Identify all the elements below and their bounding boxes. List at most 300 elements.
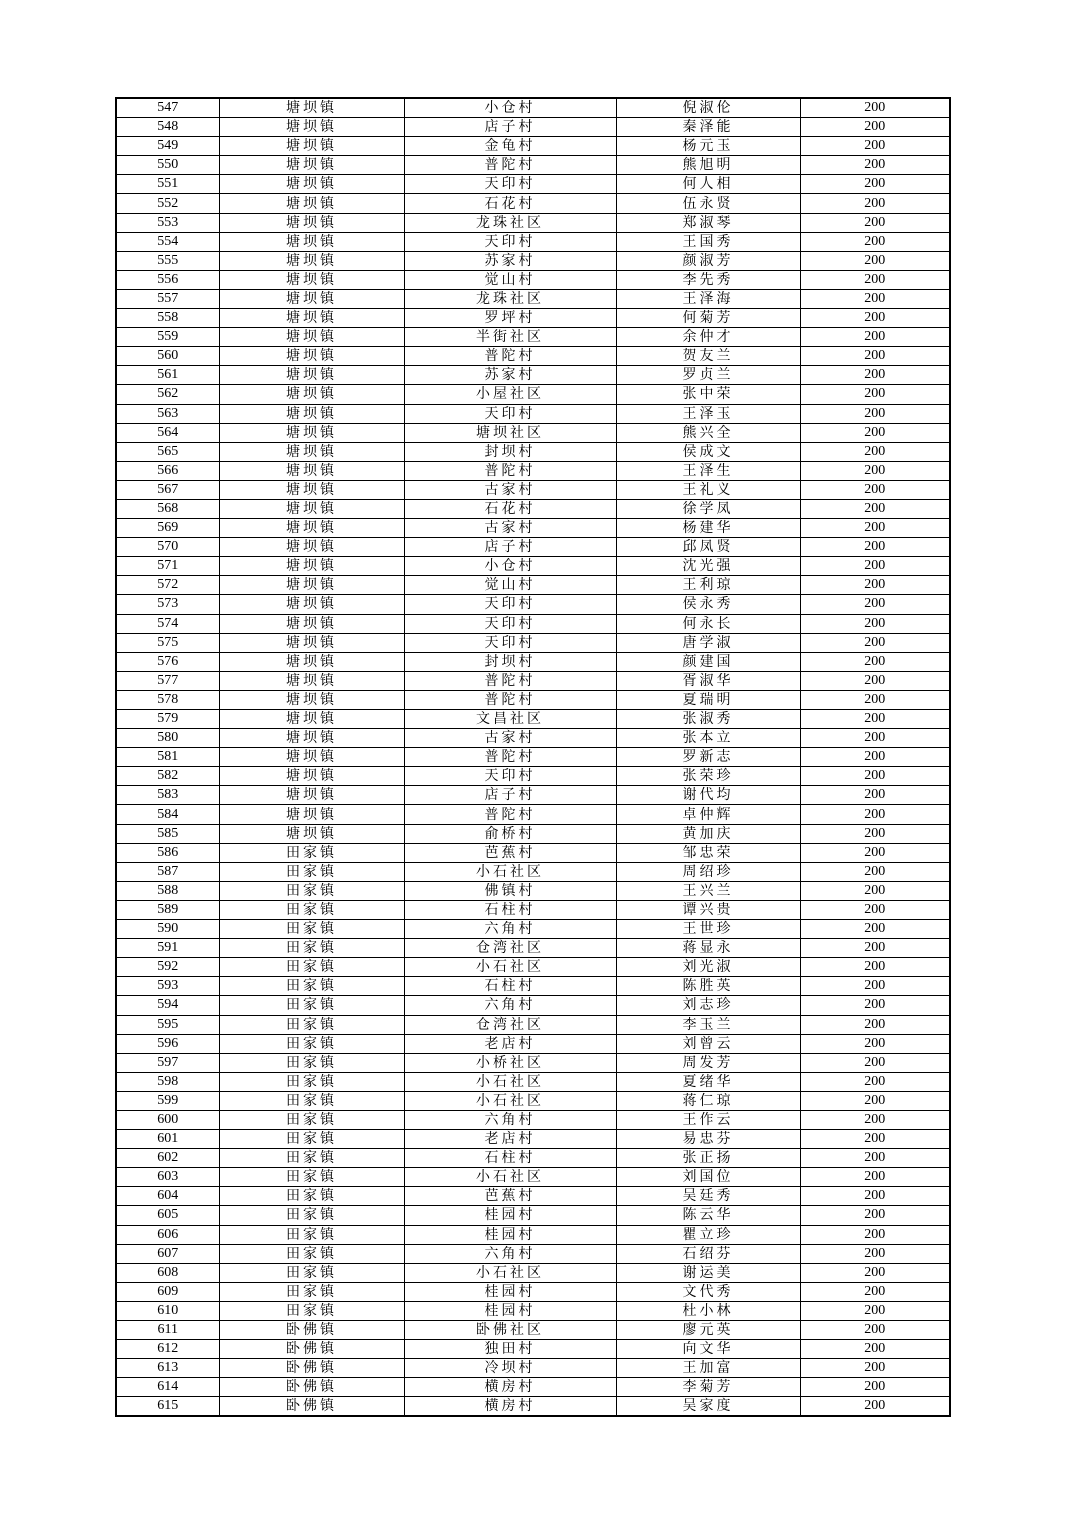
row-number-cell: 577 xyxy=(116,671,219,690)
town-cell: 田家镇 xyxy=(219,1168,404,1187)
village-cell: 石柱村 xyxy=(404,977,616,996)
row-number-cell: 591 xyxy=(116,939,219,958)
village-cell: 天印村 xyxy=(404,767,616,786)
village-cell: 龙珠社区 xyxy=(404,289,616,308)
table-row xyxy=(116,1301,950,1320)
village-cell: 觉山村 xyxy=(404,270,616,289)
village-cell: 龙珠社区 xyxy=(404,213,616,232)
table-row xyxy=(116,1091,950,1110)
table-row xyxy=(116,1110,950,1129)
amount-cell: 200 xyxy=(800,1053,950,1072)
town-cell: 田家镇 xyxy=(219,1244,404,1263)
name-cell: 颜建国 xyxy=(616,652,800,671)
village-cell: 普陀村 xyxy=(404,347,616,366)
row-number-cell: 554 xyxy=(116,232,219,251)
row-number-cell: 598 xyxy=(116,1072,219,1091)
name-cell: 王国秀 xyxy=(616,232,800,251)
town-cell: 田家镇 xyxy=(219,1187,404,1206)
name-cell: 秦泽能 xyxy=(616,118,800,137)
row-number-cell: 566 xyxy=(116,461,219,480)
table-row xyxy=(116,175,950,194)
village-cell: 封坝村 xyxy=(404,442,616,461)
row-number-cell: 601 xyxy=(116,1130,219,1149)
table-row xyxy=(116,289,950,308)
village-cell: 芭蕉村 xyxy=(404,843,616,862)
town-cell: 塘坝镇 xyxy=(219,309,404,328)
row-number-cell: 558 xyxy=(116,309,219,328)
row-number-cell: 547 xyxy=(116,98,219,118)
name-cell: 沈光强 xyxy=(616,557,800,576)
amount-cell: 200 xyxy=(800,805,950,824)
row-number-cell: 555 xyxy=(116,251,219,270)
row-number-cell: 552 xyxy=(116,194,219,213)
table-row xyxy=(116,1072,950,1091)
name-cell: 王作云 xyxy=(616,1110,800,1129)
row-number-cell: 606 xyxy=(116,1225,219,1244)
row-number-cell: 588 xyxy=(116,881,219,900)
amount-cell: 200 xyxy=(800,1034,950,1053)
table-row xyxy=(116,1263,950,1282)
name-cell: 夏瑞明 xyxy=(616,690,800,709)
table-row xyxy=(116,251,950,270)
village-cell: 石柱村 xyxy=(404,1149,616,1168)
table-row xyxy=(116,1206,950,1225)
amount-cell: 200 xyxy=(800,1378,950,1397)
amount-cell: 200 xyxy=(800,538,950,557)
row-number-cell: 559 xyxy=(116,328,219,347)
table-row xyxy=(116,920,950,939)
table-row xyxy=(116,1168,950,1187)
row-number-cell: 595 xyxy=(116,1015,219,1034)
table-row xyxy=(116,309,950,328)
row-number-cell: 603 xyxy=(116,1168,219,1187)
amount-cell: 200 xyxy=(800,347,950,366)
row-number-cell: 610 xyxy=(116,1301,219,1320)
name-cell: 王世珍 xyxy=(616,920,800,939)
village-cell: 天印村 xyxy=(404,232,616,251)
name-cell: 卓仲辉 xyxy=(616,805,800,824)
amount-cell: 200 xyxy=(800,137,950,156)
amount-cell: 200 xyxy=(800,1301,950,1320)
town-cell: 田家镇 xyxy=(219,920,404,939)
row-number-cell: 563 xyxy=(116,404,219,423)
table-row xyxy=(116,996,950,1015)
town-cell: 田家镇 xyxy=(219,843,404,862)
village-cell: 石花村 xyxy=(404,499,616,518)
name-cell: 王利琼 xyxy=(616,576,800,595)
town-cell: 塘坝镇 xyxy=(219,423,404,442)
town-cell: 卧佛镇 xyxy=(219,1359,404,1378)
beneficiary-table xyxy=(115,97,951,1417)
table-row xyxy=(116,1359,950,1378)
amount-cell: 200 xyxy=(800,118,950,137)
row-number-cell: 614 xyxy=(116,1378,219,1397)
village-cell: 小石社区 xyxy=(404,1168,616,1187)
amount-cell: 200 xyxy=(800,309,950,328)
town-cell: 塘坝镇 xyxy=(219,366,404,385)
town-cell: 塘坝镇 xyxy=(219,442,404,461)
village-cell: 俞桥村 xyxy=(404,824,616,843)
name-cell: 谭兴贵 xyxy=(616,900,800,919)
amount-cell: 200 xyxy=(800,1015,950,1034)
village-cell: 天印村 xyxy=(404,595,616,614)
amount-cell: 200 xyxy=(800,98,950,118)
town-cell: 塘坝镇 xyxy=(219,767,404,786)
row-number-cell: 585 xyxy=(116,824,219,843)
name-cell: 谢代均 xyxy=(616,786,800,805)
amount-cell: 200 xyxy=(800,213,950,232)
name-cell: 王泽生 xyxy=(616,461,800,480)
village-cell: 古家村 xyxy=(404,519,616,538)
name-cell: 伍永贤 xyxy=(616,194,800,213)
village-cell: 普陀村 xyxy=(404,671,616,690)
name-cell: 蒋仁琼 xyxy=(616,1091,800,1110)
town-cell: 田家镇 xyxy=(219,900,404,919)
table-row xyxy=(116,881,950,900)
town-cell: 塘坝镇 xyxy=(219,270,404,289)
village-cell: 小石社区 xyxy=(404,1072,616,1091)
town-cell: 塘坝镇 xyxy=(219,499,404,518)
town-cell: 塘坝镇 xyxy=(219,175,404,194)
name-cell: 张淑秀 xyxy=(616,710,800,729)
village-cell: 苏家村 xyxy=(404,251,616,270)
village-cell: 冷坝村 xyxy=(404,1359,616,1378)
village-cell: 店子村 xyxy=(404,118,616,137)
table-row xyxy=(116,786,950,805)
row-number-cell: 553 xyxy=(116,213,219,232)
village-cell: 普陀村 xyxy=(404,748,616,767)
row-number-cell: 557 xyxy=(116,289,219,308)
town-cell: 塘坝镇 xyxy=(219,251,404,270)
table-row xyxy=(116,595,950,614)
table-body xyxy=(116,98,950,1416)
town-cell: 塘坝镇 xyxy=(219,118,404,137)
town-cell: 卧佛镇 xyxy=(219,1321,404,1340)
town-cell: 塘坝镇 xyxy=(219,786,404,805)
amount-cell: 200 xyxy=(800,461,950,480)
row-number-cell: 596 xyxy=(116,1034,219,1053)
table-row xyxy=(116,1149,950,1168)
amount-cell: 200 xyxy=(800,1206,950,1225)
row-number-cell: 567 xyxy=(116,480,219,499)
table-row xyxy=(116,939,950,958)
town-cell: 塘坝镇 xyxy=(219,557,404,576)
name-cell: 李菊芳 xyxy=(616,1378,800,1397)
table-row xyxy=(116,1130,950,1149)
row-number-cell: 565 xyxy=(116,442,219,461)
village-cell: 天印村 xyxy=(404,404,616,423)
amount-cell: 200 xyxy=(800,175,950,194)
table-row xyxy=(116,748,950,767)
amount-cell: 200 xyxy=(800,843,950,862)
village-cell: 六角村 xyxy=(404,1110,616,1129)
town-cell: 塘坝镇 xyxy=(219,652,404,671)
table-row xyxy=(116,805,950,824)
amount-cell: 200 xyxy=(800,270,950,289)
row-number-cell: 592 xyxy=(116,958,219,977)
village-cell: 六角村 xyxy=(404,996,616,1015)
amount-cell: 200 xyxy=(800,881,950,900)
town-cell: 塘坝镇 xyxy=(219,289,404,308)
town-cell: 田家镇 xyxy=(219,996,404,1015)
town-cell: 田家镇 xyxy=(219,977,404,996)
village-cell: 老店村 xyxy=(404,1034,616,1053)
town-cell: 田家镇 xyxy=(219,1149,404,1168)
village-cell: 佛镇村 xyxy=(404,881,616,900)
name-cell: 何人相 xyxy=(616,175,800,194)
amount-cell: 200 xyxy=(800,977,950,996)
town-cell: 田家镇 xyxy=(219,1206,404,1225)
row-number-cell: 581 xyxy=(116,748,219,767)
name-cell: 侯成文 xyxy=(616,442,800,461)
name-cell: 易忠芬 xyxy=(616,1130,800,1149)
row-number-cell: 589 xyxy=(116,900,219,919)
town-cell: 塘坝镇 xyxy=(219,461,404,480)
amount-cell: 200 xyxy=(800,442,950,461)
table-row xyxy=(116,118,950,137)
amount-cell: 200 xyxy=(800,328,950,347)
row-number-cell: 586 xyxy=(116,843,219,862)
table-row xyxy=(116,328,950,347)
table-row xyxy=(116,977,950,996)
town-cell: 田家镇 xyxy=(219,1072,404,1091)
town-cell: 塘坝镇 xyxy=(219,710,404,729)
town-cell: 田家镇 xyxy=(219,1091,404,1110)
amount-cell: 200 xyxy=(800,366,950,385)
table-row xyxy=(116,156,950,175)
amount-cell: 200 xyxy=(800,633,950,652)
row-number-cell: 613 xyxy=(116,1359,219,1378)
village-cell: 桂园村 xyxy=(404,1225,616,1244)
town-cell: 田家镇 xyxy=(219,862,404,881)
table-row xyxy=(116,576,950,595)
row-number-cell: 556 xyxy=(116,270,219,289)
village-cell: 普陀村 xyxy=(404,690,616,709)
amount-cell: 200 xyxy=(800,996,950,1015)
row-number-cell: 583 xyxy=(116,786,219,805)
name-cell: 王礼义 xyxy=(616,480,800,499)
village-cell: 文昌社区 xyxy=(404,710,616,729)
row-number-cell: 571 xyxy=(116,557,219,576)
name-cell: 刘国位 xyxy=(616,1168,800,1187)
table-row xyxy=(116,404,950,423)
town-cell: 田家镇 xyxy=(219,1225,404,1244)
name-cell: 蒋显永 xyxy=(616,939,800,958)
amount-cell: 200 xyxy=(800,1187,950,1206)
row-number-cell: 570 xyxy=(116,538,219,557)
amount-cell: 200 xyxy=(800,404,950,423)
town-cell: 塘坝镇 xyxy=(219,385,404,404)
row-number-cell: 607 xyxy=(116,1244,219,1263)
village-cell: 店子村 xyxy=(404,538,616,557)
row-number-cell: 615 xyxy=(116,1397,219,1417)
row-number-cell: 580 xyxy=(116,729,219,748)
name-cell: 张本立 xyxy=(616,729,800,748)
amount-cell: 200 xyxy=(800,1149,950,1168)
amount-cell: 200 xyxy=(800,652,950,671)
name-cell: 向文华 xyxy=(616,1340,800,1359)
town-cell: 卧佛镇 xyxy=(219,1397,404,1417)
name-cell: 张正扬 xyxy=(616,1149,800,1168)
village-cell: 罗坪村 xyxy=(404,309,616,328)
table-row xyxy=(116,633,950,652)
name-cell: 余仲才 xyxy=(616,328,800,347)
name-cell: 黄加庆 xyxy=(616,824,800,843)
amount-cell: 200 xyxy=(800,767,950,786)
village-cell: 苏家村 xyxy=(404,366,616,385)
amount-cell: 200 xyxy=(800,710,950,729)
table-row xyxy=(116,614,950,633)
name-cell: 李先秀 xyxy=(616,270,800,289)
amount-cell: 200 xyxy=(800,1168,950,1187)
amount-cell: 200 xyxy=(800,156,950,175)
town-cell: 塘坝镇 xyxy=(219,633,404,652)
amount-cell: 200 xyxy=(800,1130,950,1149)
name-cell: 徐学凤 xyxy=(616,499,800,518)
table-row xyxy=(116,385,950,404)
amount-cell: 200 xyxy=(800,423,950,442)
table-row xyxy=(116,480,950,499)
town-cell: 塘坝镇 xyxy=(219,328,404,347)
village-cell: 小桥社区 xyxy=(404,1053,616,1072)
table-row xyxy=(116,958,950,977)
name-cell: 颜淑芳 xyxy=(616,251,800,270)
amount-cell: 200 xyxy=(800,614,950,633)
table-row xyxy=(116,423,950,442)
town-cell: 田家镇 xyxy=(219,1301,404,1320)
village-cell: 小石社区 xyxy=(404,862,616,881)
town-cell: 田家镇 xyxy=(219,958,404,977)
row-number-cell: 582 xyxy=(116,767,219,786)
row-number-cell: 590 xyxy=(116,920,219,939)
village-cell: 六角村 xyxy=(404,920,616,939)
amount-cell: 200 xyxy=(800,385,950,404)
table-row xyxy=(116,1187,950,1206)
table-row xyxy=(116,652,950,671)
name-cell: 李玉兰 xyxy=(616,1015,800,1034)
table-row xyxy=(116,900,950,919)
table-row xyxy=(116,98,950,118)
table-row xyxy=(116,1015,950,1034)
town-cell: 田家镇 xyxy=(219,1053,404,1072)
name-cell: 何永长 xyxy=(616,614,800,633)
table-row xyxy=(116,729,950,748)
town-cell: 田家镇 xyxy=(219,1015,404,1034)
table-row xyxy=(116,862,950,881)
amount-cell: 200 xyxy=(800,900,950,919)
row-number-cell: 575 xyxy=(116,633,219,652)
row-number-cell: 549 xyxy=(116,137,219,156)
name-cell: 夏绪华 xyxy=(616,1072,800,1091)
name-cell: 陈云华 xyxy=(616,1206,800,1225)
village-cell: 古家村 xyxy=(404,480,616,499)
name-cell: 刘志珍 xyxy=(616,996,800,1015)
town-cell: 塘坝镇 xyxy=(219,137,404,156)
town-cell: 塘坝镇 xyxy=(219,748,404,767)
name-cell: 罗贞兰 xyxy=(616,366,800,385)
village-cell: 桂园村 xyxy=(404,1206,616,1225)
row-number-cell: 560 xyxy=(116,347,219,366)
amount-cell: 200 xyxy=(800,1091,950,1110)
row-number-cell: 611 xyxy=(116,1321,219,1340)
amount-cell: 200 xyxy=(800,1359,950,1378)
name-cell: 何菊芳 xyxy=(616,309,800,328)
table-row xyxy=(116,137,950,156)
amount-cell: 200 xyxy=(800,557,950,576)
amount-cell: 200 xyxy=(800,729,950,748)
row-number-cell: 573 xyxy=(116,595,219,614)
town-cell: 塘坝镇 xyxy=(219,156,404,175)
table-row xyxy=(116,671,950,690)
table-row xyxy=(116,843,950,862)
town-cell: 田家镇 xyxy=(219,1263,404,1282)
table-row xyxy=(116,213,950,232)
name-cell: 熊兴全 xyxy=(616,423,800,442)
village-cell: 小石社区 xyxy=(404,958,616,977)
name-cell: 王泽玉 xyxy=(616,404,800,423)
town-cell: 塘坝镇 xyxy=(219,595,404,614)
village-cell: 普陀村 xyxy=(404,461,616,480)
row-number-cell: 568 xyxy=(116,499,219,518)
table-row xyxy=(116,461,950,480)
name-cell: 陈胜英 xyxy=(616,977,800,996)
town-cell: 塘坝镇 xyxy=(219,576,404,595)
village-cell: 横房村 xyxy=(404,1397,616,1417)
table-row xyxy=(116,1378,950,1397)
name-cell: 杨元玉 xyxy=(616,137,800,156)
name-cell: 周绍珍 xyxy=(616,862,800,881)
name-cell: 张中荣 xyxy=(616,385,800,404)
name-cell: 邱凤贤 xyxy=(616,538,800,557)
row-number-cell: 612 xyxy=(116,1340,219,1359)
amount-cell: 200 xyxy=(800,1397,950,1417)
name-cell: 郑淑琴 xyxy=(616,213,800,232)
amount-cell: 200 xyxy=(800,824,950,843)
amount-cell: 200 xyxy=(800,939,950,958)
town-cell: 塘坝镇 xyxy=(219,404,404,423)
amount-cell: 200 xyxy=(800,595,950,614)
amount-cell: 200 xyxy=(800,1282,950,1301)
table-row xyxy=(116,710,950,729)
table-row xyxy=(116,499,950,518)
table-row xyxy=(116,270,950,289)
table-row xyxy=(116,1340,950,1359)
name-cell: 吴家度 xyxy=(616,1397,800,1417)
amount-cell: 200 xyxy=(800,1072,950,1091)
amount-cell: 200 xyxy=(800,1321,950,1340)
village-cell: 半街社区 xyxy=(404,328,616,347)
village-cell: 桂园村 xyxy=(404,1282,616,1301)
town-cell: 田家镇 xyxy=(219,881,404,900)
village-cell: 天印村 xyxy=(404,175,616,194)
table-row xyxy=(116,1034,950,1053)
village-cell: 小仓村 xyxy=(404,98,616,118)
amount-cell: 200 xyxy=(800,920,950,939)
village-cell: 小石社区 xyxy=(404,1091,616,1110)
row-number-cell: 548 xyxy=(116,118,219,137)
town-cell: 塘坝镇 xyxy=(219,729,404,748)
row-number-cell: 576 xyxy=(116,652,219,671)
name-cell: 罗新志 xyxy=(616,748,800,767)
table-row xyxy=(116,1225,950,1244)
amount-cell: 200 xyxy=(800,289,950,308)
row-number-cell: 599 xyxy=(116,1091,219,1110)
village-cell: 芭蕉村 xyxy=(404,1187,616,1206)
village-cell: 横房村 xyxy=(404,1378,616,1397)
amount-cell: 200 xyxy=(800,251,950,270)
table-row xyxy=(116,442,950,461)
village-cell: 封坝村 xyxy=(404,652,616,671)
